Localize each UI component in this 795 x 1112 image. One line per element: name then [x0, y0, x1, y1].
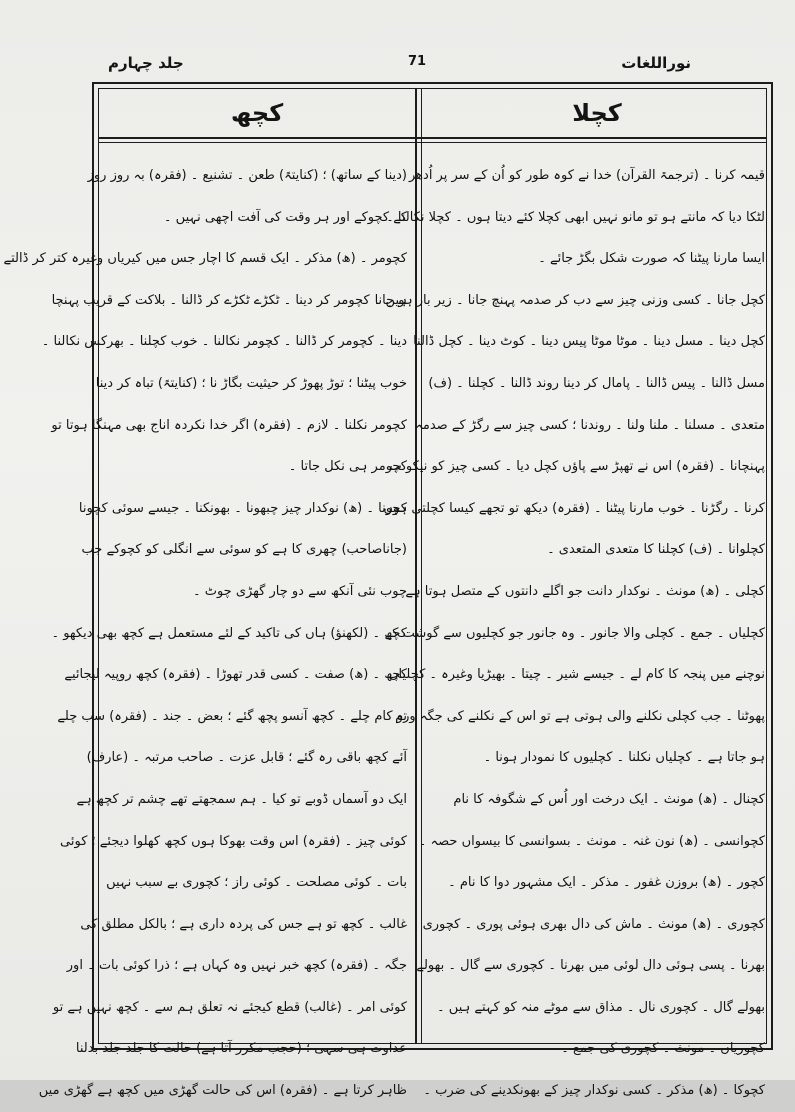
text-line: کچور ۔ (ھ) بروزن غفور ۔ مذکر ۔ ایک مشہور دوا کا نام ۔: [448, 875, 765, 891]
heading-rule: [99, 137, 766, 139]
right-column-heading: کچلا: [572, 99, 622, 127]
text-line: کچنال ۔ (ھ) مونث ۔ ایک درخت اور اُس کے شگوفہ کا نام: [453, 791, 765, 807]
text-line: جگہ ۔ (فقرہ) کچھ خبر نہیں وہ کہاں ہے ؛ ذرا کوئی بات ۔ اور: [66, 958, 407, 974]
text-line: ہیں ۔ کچومر کر دینا ۔ ٹکڑے ٹکڑے کر ڈالنا ۔ بلاکت کے قریب پہنچا: [51, 292, 407, 308]
inner-frame: [3, 88, 767, 1099]
text-line: عداوت ہی سہی ؛ (حجب مکرر آتا ہے) حالت کا جلد جلد بدلنا: [75, 1041, 407, 1057]
text-line: چوب نئی آنکھ سے دو چار گھڑی چوٹ ۔: [192, 583, 407, 599]
volume-label: جلد چہارم: [108, 54, 184, 72]
text-line: دینا ۔ کچومر کر ڈالنا ۔ کچومر نکالنا ۔ خوب کچلنا ۔ بھرکس نکالنا ۔: [41, 334, 407, 350]
text-line: کچوری ۔ (ھ) مونث ۔ ماش کی دال بھری ہوئی پوری ۔ کچوری: [422, 916, 765, 932]
right-column-text: [374, 155, 765, 1099]
text-line: کچل دینا ۔ مسل دینا ۔ موٹا موٹا پیس دینا ۔ کوٹ دینا ۔ کچل ڈالنا: [413, 334, 765, 350]
text-line: (جاناصاحب) چھری کا ہے کو سوئی سے انگلی کو کچوکے جب: [81, 542, 407, 558]
text-line: کچلیاں ۔ جمع ۔ کچلی والا جانور ۔ وہ جانور جو کچلیوں سے گوشت کے: [384, 625, 765, 641]
text-line: کوئی چیز ۔ (فقرہ) اس وقت بھوکا ہوں کچھ کھلوا دیجئے ؛ کوئی: [60, 833, 407, 849]
text-line: بھولے گال ۔ کچوری نال ۔ مذاق سے موٹے منہ کو کہتے ہیں ۔: [437, 999, 765, 1015]
text-line: کوئی امر ۔ (غالب) قطع کیجئے نہ تعلق ہم سے ۔ کچھ نہیں ہے تو: [52, 999, 407, 1015]
book-title: نوراللغات: [621, 54, 691, 72]
text-line: مسل ڈالنا ۔ پیس ڈالنا ۔ پامال کر دینا روند ڈالنا ۔ کچلنا ۔ (ف): [428, 375, 765, 391]
heading-rule-inner: [99, 142, 766, 143]
text-line: (دینا کے ساتھ) ؛ (کنایتہً) طعن ۔ تشنیع ۔ (فقرہ) بہ روز روز: [87, 168, 407, 183]
text-line: لٹکا دیا کہ مانتے ہو تو مانو نہیں ابھی کچلا کئے دیتا ہوں ۔ کچلا نکالنا ۔: [386, 209, 765, 225]
text-line: ایسا مارنا پیٹنا کہ صورت شکل بگڑ جائے ۔: [538, 251, 765, 267]
text-line: غالب ۔ کچھ تو ہے جس کی پردہ داری ہے ؛ بالکل مطلق کی: [80, 916, 407, 932]
text-line: بات ۔ کوئی مصلحت ۔ کوئی راز ؛ کچوری بے سبب نہیں: [106, 875, 407, 891]
text-line: کچونا ۔ (ھ) نوکدار چیز چبھونا ۔ بھونکنا ۔ جیسے سوئی کچونا: [78, 500, 407, 516]
text-line: ظاہر کرتا ہے ۔ (فقرہ) اس کی حالت گھڑی میں کچھ ہے گھڑی میں: [38, 1083, 407, 1099]
page-number: 71: [408, 54, 427, 69]
text-line: کے کچوکے اور ہر وقت کی آفت اچھی نہیں ۔: [163, 209, 407, 225]
text-line: کچوانسی ۔ (ھ) نون غنہ ۔ مونث ۔ بسوانسی کا بیسواں حصہ ۔: [418, 833, 765, 849]
left-column-heading: کچھ: [230, 99, 284, 127]
text-line: بھرنا ۔ پسی ہوئی دال لوئی میں بھرنا ۔ کچوری سے گال ۔ بھولے: [416, 958, 765, 974]
text-line: پہنچانا ۔ (فقرہ) اس نے تھپڑ سے پاؤں کچل دیا ۔ کسی چیز کو نیکو ب: [389, 459, 765, 475]
text-line: کرنا ۔ رگڑنا ۔ خوب مارنا پیٹنا ۔ (فقرہ) دیکھ تو تجھے کیسا کچلتی ہوں: [383, 500, 765, 516]
text-line: قیمہ کرنا ۔ (ترجمۃ القرآن) خدا نے کوہ طور کو اُن کے سر پر اُدھر: [409, 168, 765, 183]
text-line: تو کام چلے ۔ کچھ آنسو پچھ گئے ؛ بعض ۔ جند ۔ (فقرہ) سب چلے: [57, 708, 407, 724]
text-line: ایک دو آسماں ڈوبے تو کیا ۔ ہم سمجھتے تھے چشم تر کچھ ہے: [76, 791, 407, 807]
text-line: متعدی ۔ مسلنا ۔ ملنا ولنا ۔ روندنا ؛ کسی چیز سے رگڑ کے صدمہ: [415, 417, 765, 433]
text-line: آئے کچھ باقی رہ گئے ؛ قابل عزت ۔ صاحب مرتبہ ۔ (عارف): [86, 750, 407, 766]
text-line: ہو جاتا ہے ۔ کچلیاں نکلنا ۔ کچلیوں کا نمودار ہونا ۔: [483, 750, 765, 766]
text-line: کچوکا ۔ (ھ) مذکر ۔ کسی نوکدار چیز کے بھونکدینے کی ضرب ۔: [423, 1083, 765, 1099]
text-line: کچلی ۔ (ھ) مونث ۔ نوکدار دانت جو اگلے دانتوں کے متصل ہوتا ہے: [405, 583, 765, 599]
text-line: کچھ ۔ (ھ) صفت ۔ کسی قدر تھوڑا ۔ (فقرہ) کچھ روپیہ لیجائیے: [64, 667, 407, 683]
text-line: کچومر نکلنا ۔ لازم ۔ (فقرہ) اگر خدا نکردہ اناج بھی مہنگا ہوتا تو: [51, 417, 407, 433]
text-line: کچلوانا ۔ (ف) کچلنا کا متعدی المتعدی ۔: [547, 542, 765, 558]
text-line: کچوریاں ۔ مونث ۔ کچوری کی جمع ۔: [561, 1041, 765, 1057]
text-line: خوب پیٹنا ؛ توڑ پھوڑ کر حیثیت بگاڑ نا ؛ (کنایتہً) تباہ کر دینا: [95, 375, 407, 391]
text-line: نوچنے میں پنجہ کا کام لے ۔ جیسے شیر ۔ چیتا ۔ بھیڑیا وغیرہ ۔ کچلیاں: [388, 667, 765, 683]
left-column-text: [3, 155, 407, 1099]
text-line: کچل جانا ۔ کسی وزنی چیز سے دب کر صدمہ پہنچ جانا ۔ زیر بار ہو جانا: [374, 292, 765, 308]
text-line: کچومر ۔ (ھ) مذکر ۔ ایک قسم کا اچار جس میں کیریاں وغیرہ کتر کر ڈالتے: [3, 251, 407, 267]
text-line: پھوٹنا ۔ جب کچلی نکلنے والی ہوتی ہے تو اس کے نکلنے کی جگہ ورم: [395, 708, 765, 724]
page-frame: [3, 82, 773, 1099]
text-line: کچومر ہی نکل جاتا ۔: [288, 459, 407, 475]
text-line: کچھ ۔ (لکھنؤ) ہاں کی تاکید کے لئے مستعمل ہے کچھ بھی دیکھو ۔: [51, 625, 407, 641]
